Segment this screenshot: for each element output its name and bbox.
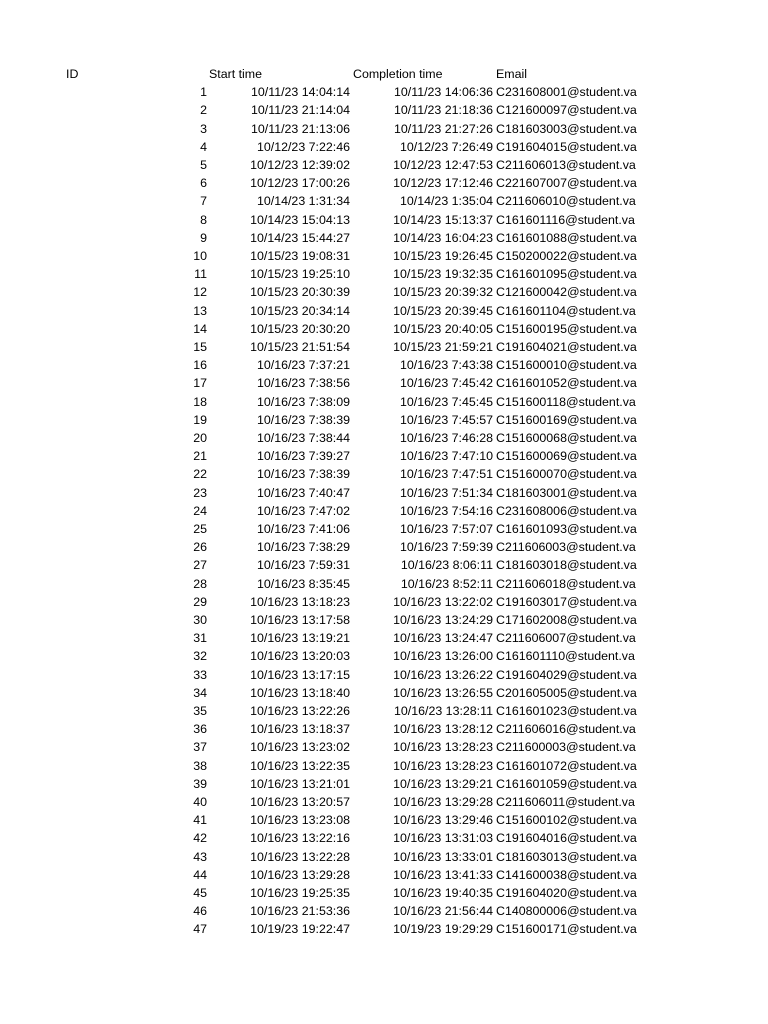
table-row: [0, 120, 768, 138]
cell-start-time: 10/16/23 13:21:01: [250, 776, 350, 791]
cell-id: 3: [200, 121, 207, 136]
cell-email: C211606016@student.va: [496, 722, 636, 737]
cell-email: C201605005@student.va: [496, 685, 637, 700]
table-row: [0, 156, 768, 174]
cell-email: C231608006@student.va: [496, 503, 637, 518]
cell-start-time: 10/16/23 13:22:16: [250, 831, 350, 846]
cell-id: 38: [193, 758, 207, 773]
table-row: [0, 447, 768, 465]
cell-id: 17: [193, 376, 207, 391]
cell-email: C161601093@student.va: [496, 522, 637, 536]
table-row: [0, 775, 768, 793]
cell-completion-time: 10/16/23 7:51:34: [399, 485, 493, 500]
cell-id: 47: [193, 922, 207, 937]
cell-email: C151600171@student.va: [496, 922, 637, 937]
cell-completion-time: 10/16/23 13:29:46: [393, 813, 493, 828]
table-row: [0, 811, 768, 829]
cell-email: C191604016@student.va: [496, 831, 637, 846]
table-row: [0, 902, 768, 920]
table-row: [0, 174, 768, 192]
table-row: [0, 647, 768, 665]
cell-start-time: 10/11/23 21:14:04: [251, 103, 350, 118]
table-row: [0, 83, 768, 101]
cell-completion-time: 10/15/23 19:32:35: [393, 267, 493, 282]
cell-email: C121600097@student.va: [496, 103, 637, 118]
cell-id: 14: [193, 321, 207, 336]
cell-email: C211606007@student.va: [496, 631, 636, 646]
cell-start-time: 10/12/23 12:39:02: [250, 158, 350, 172]
cell-id: 20: [193, 431, 207, 445]
cell-email: C211606018@student.va: [496, 576, 636, 591]
cell-email: C151600070@student.va: [496, 467, 637, 482]
table-row: [0, 848, 768, 866]
cell-start-time: 10/16/23 7:40:47: [256, 485, 350, 500]
table-row: [0, 629, 768, 647]
cell-email: C211606003@student.va: [496, 540, 636, 555]
cell-id: 40: [193, 795, 207, 809]
cell-start-time: 10/11/23 14:04:14: [251, 85, 350, 100]
cell-email: C181603001@student.va: [496, 485, 637, 500]
cell-start-time: 10/11/23 21:13:06: [251, 121, 350, 136]
cell-email: C211606010@student.va: [496, 194, 636, 209]
cell-id: 44: [193, 867, 207, 882]
table-row: [0, 356, 768, 374]
cell-start-time: 10/19/23 19:22:47: [250, 922, 350, 937]
cell-id: 23: [193, 485, 207, 500]
cell-id: 42: [193, 831, 207, 846]
cell-id: 37: [193, 740, 207, 755]
cell-email: C161601088@student.va: [496, 230, 637, 245]
cell-start-time: 10/16/23 13:22:28: [250, 849, 350, 864]
cell-email: C151600102@student.va: [496, 813, 637, 828]
cell-completion-time: 10/16/23 7:54:16: [399, 503, 493, 518]
table-row: [0, 265, 768, 283]
cell-id: 22: [193, 467, 207, 482]
cell-email: C150200022@student.va: [496, 249, 637, 263]
cell-start-time: 10/16/23 13:18:40: [250, 685, 350, 700]
table-row: [0, 302, 768, 320]
cell-id: 30: [193, 613, 207, 627]
cell-completion-time: 10/12/23 17:12:46: [393, 176, 493, 191]
cell-completion-time: 10/16/23 7:59:39: [399, 540, 493, 555]
cell-id: 45: [193, 886, 207, 900]
cell-id: 29: [193, 594, 207, 609]
table-row: [0, 484, 768, 502]
cell-completion-time: 10/16/23 7:46:28: [399, 431, 493, 445]
cell-email: C191603017@student.va: [496, 594, 637, 609]
cell-completion-time: 10/12/23 7:26:49: [399, 139, 493, 154]
cell-id: 39: [193, 776, 207, 791]
cell-start-time: 10/16/23 7:38:56: [256, 376, 350, 391]
table-row: [0, 283, 768, 301]
cell-start-time: 10/12/23 7:22:46: [256, 139, 350, 154]
cell-start-time: 10/16/23 7:38:44: [256, 431, 350, 445]
table-row: [0, 575, 768, 593]
table-row: [0, 684, 768, 702]
cell-completion-time: 10/16/23 13:22:02: [393, 594, 493, 609]
table-row: [0, 192, 768, 210]
cell-id: 34: [193, 685, 207, 700]
cell-email: C191604029@student.va: [496, 667, 637, 682]
cell-completion-time: 10/16/23 13:28:12: [393, 722, 493, 737]
cell-completion-time: 10/16/23 13:26:55: [393, 685, 493, 700]
cell-start-time: 10/16/23 13:19:21: [250, 631, 350, 646]
cell-start-time: 10/16/23 13:29:28: [250, 867, 350, 882]
cell-completion-time: 10/11/23 21:18:36: [394, 103, 493, 118]
cell-id: 35: [193, 704, 207, 718]
cell-id: 7: [200, 194, 207, 209]
table-row: [0, 920, 768, 938]
cell-start-time: 10/14/23 15:04:13: [250, 212, 350, 227]
cell-start-time: 10/15/23 21:51:54: [250, 340, 350, 354]
cell-id: 43: [193, 849, 207, 864]
cell-start-time: 10/16/23 7:38:39: [256, 412, 350, 427]
cell-start-time: 10/16/23 7:38:09: [256, 394, 350, 409]
cell-completion-time: 10/14/23 16:04:23: [393, 230, 493, 245]
cell-email: C161601059@student.va: [496, 776, 637, 791]
cell-completion-time: 10/16/23 7:45:42: [399, 376, 493, 391]
cell-start-time: 10/12/23 17:00:26: [250, 176, 350, 191]
cell-id: 12: [193, 285, 207, 300]
cell-id: 6: [200, 176, 207, 191]
cell-start-time: 10/16/23 13:20:57: [250, 795, 350, 809]
table-row: [0, 429, 768, 447]
cell-completion-time: 10/16/23 21:56:44: [393, 904, 493, 919]
table-row: [0, 101, 768, 119]
cell-completion-time: 10/11/23 14:06:36: [394, 85, 493, 100]
table-row: [0, 702, 768, 720]
cell-start-time: 10/16/23 7:47:02: [256, 503, 350, 518]
cell-id: 8: [200, 212, 207, 227]
table-row: [0, 411, 768, 429]
header-start-time: Start time: [209, 67, 263, 81]
header-row: [0, 65, 768, 83]
cell-completion-time: 10/19/23 19:29:29: [393, 922, 493, 937]
cell-completion-time: 10/15/23 20:39:45: [393, 303, 493, 318]
cell-id: 11: [194, 267, 207, 282]
cell-start-time: 10/15/23 20:30:20: [250, 321, 350, 336]
cell-email: C140800006@student.va: [496, 904, 637, 919]
cell-start-time: 10/15/23 20:34:14: [250, 303, 350, 318]
cell-email: C161601023@student.va: [496, 704, 637, 718]
table-row: [0, 757, 768, 775]
table-row: [0, 793, 768, 811]
cell-id: 16: [193, 358, 207, 373]
cell-start-time: 10/16/23 7:38:39: [256, 467, 350, 482]
cell-start-time: 10/14/23 1:31:34: [256, 194, 350, 209]
cell-id: 33: [193, 667, 207, 682]
cell-id: 2: [200, 103, 207, 118]
cell-start-time: 10/16/23 13:18:23: [250, 594, 350, 609]
table-row: [0, 611, 768, 629]
cell-email: C161601072@student.va: [496, 758, 637, 773]
cell-id: 21: [193, 449, 207, 464]
table-row: [0, 138, 768, 156]
cell-email: C161601104@student.va: [496, 303, 636, 318]
cell-completion-time: 10/16/23 13:26:22: [393, 667, 493, 682]
cell-id: 25: [193, 522, 207, 536]
cell-start-time: 10/16/23 13:22:26: [250, 704, 350, 718]
cell-start-time: 10/16/23 7:37:21: [256, 358, 350, 373]
cell-id: 32: [193, 649, 207, 664]
cell-start-time: 10/16/23 13:17:15: [250, 667, 350, 682]
table-row: [0, 229, 768, 247]
table-row: [0, 338, 768, 356]
cell-id: 26: [193, 540, 207, 555]
cell-email: C171602008@student.va: [496, 613, 637, 627]
cell-email: C151600069@student.va: [496, 449, 637, 464]
cell-email: C141600038@student.va: [496, 867, 637, 882]
table-row: [0, 666, 768, 684]
cell-id: 18: [193, 394, 207, 409]
cell-completion-time: 10/16/23 7:45:45: [399, 394, 493, 409]
cell-id: 28: [193, 576, 207, 591]
header-completion-time: Completion time: [353, 67, 443, 81]
cell-completion-time: 10/16/23 8:06:11: [400, 558, 493, 573]
table-row: [0, 211, 768, 229]
cell-completion-time: 10/15/23 21:59:21: [393, 340, 493, 354]
cell-completion-time: 10/15/23 20:39:32: [393, 285, 493, 300]
cell-id: 1: [200, 85, 207, 100]
table-row: [0, 556, 768, 574]
cell-completion-time: 10/16/23 13:24:47: [393, 631, 493, 646]
cell-id: 13: [193, 303, 207, 318]
cell-email: C221607007@student.va: [496, 176, 637, 191]
cell-email: C151600068@student.va: [496, 431, 637, 445]
cell-id: 9: [200, 230, 207, 245]
cell-completion-time: 10/16/23 13:28:23: [393, 740, 493, 755]
cell-completion-time: 10/16/23 13:29:28: [393, 795, 493, 809]
table-row: [0, 829, 768, 847]
cell-completion-time: 10/16/23 13:31:03: [393, 831, 493, 846]
cell-email: C121600042@student.va: [496, 285, 637, 300]
cell-completion-time: 10/16/23 8:52:11: [400, 576, 493, 591]
cell-id: 4: [200, 139, 207, 154]
table-row: [0, 720, 768, 738]
cell-start-time: 10/15/23 19:08:31: [250, 249, 350, 263]
cell-start-time: 10/15/23 19:25:10: [250, 267, 350, 282]
cell-completion-time: 10/16/23 13:29:21: [393, 776, 493, 791]
cell-completion-time: 10/15/23 19:26:45: [393, 249, 493, 263]
cell-start-time: 10/16/23 19:25:35: [250, 886, 350, 900]
cell-email: C161601110@student.va: [496, 649, 635, 664]
table-row: [0, 593, 768, 611]
cell-email: C161601052@student.va: [496, 376, 637, 391]
cell-email: C191604020@student.va: [496, 886, 637, 900]
cell-start-time: 10/16/23 13:17:58: [250, 613, 350, 627]
table-row: [0, 738, 768, 756]
cell-start-time: 10/15/23 20:30:39: [250, 285, 350, 300]
cell-id: 27: [193, 558, 207, 573]
cell-completion-time: 10/12/23 12:47:53: [393, 158, 493, 172]
cell-completion-time: 10/16/23 7:45:57: [399, 412, 493, 427]
header-email: Email: [496, 67, 527, 81]
cell-completion-time: 10/16/23 13:26:00: [393, 649, 493, 664]
cell-completion-time: 10/16/23 13:24:29: [393, 613, 493, 627]
cell-email: C181603018@student.va: [496, 558, 637, 573]
cell-start-time: 10/16/23 13:18:37: [250, 722, 350, 737]
cell-email: C151600010@student.va: [496, 358, 637, 373]
table-row: [0, 520, 768, 538]
table-row: [0, 320, 768, 338]
cell-start-time: 10/16/23 13:22:35: [250, 758, 350, 773]
cell-email: C161601095@student.va: [496, 267, 637, 282]
cell-completion-time: 10/11/23 21:27:26: [394, 121, 493, 136]
cell-email: C191604015@student.va: [496, 139, 637, 154]
cell-start-time: 10/16/23 7:39:27: [256, 449, 350, 464]
table-row: [0, 393, 768, 411]
cell-completion-time: 10/16/23 13:33:01: [393, 849, 493, 864]
cell-completion-time: 10/14/23 15:13:37: [393, 212, 493, 227]
cell-id: 24: [193, 503, 207, 518]
table-row: [0, 502, 768, 520]
cell-completion-time: 10/16/23 7:47:10: [399, 449, 493, 464]
cell-email: C151600195@student.va: [496, 321, 637, 336]
cell-completion-time: 10/16/23 13:41:33: [393, 867, 493, 882]
table-row: [0, 465, 768, 483]
cell-start-time: 10/16/23 8:35:45: [256, 576, 350, 591]
cell-completion-time: 10/16/23 7:43:38: [399, 358, 493, 373]
cell-email: C151600169@student.va: [496, 412, 637, 427]
cell-email: C181603013@student.va: [496, 849, 637, 864]
cell-email: C211600003@student.va: [496, 740, 636, 755]
table-row: [0, 884, 768, 902]
cell-completion-time: 10/14/23 1:35:04: [399, 194, 493, 209]
cell-completion-time: 10/15/23 20:40:05: [393, 321, 493, 336]
cell-completion-time: 10/16/23 13:28:11: [394, 704, 493, 718]
cell-email: C231608001@student.va: [496, 85, 637, 100]
header-id: ID: [66, 67, 79, 81]
cell-start-time: 10/14/23 15:44:27: [250, 230, 350, 245]
cell-start-time: 10/16/23 7:41:06: [256, 522, 350, 536]
cell-completion-time: 10/16/23 19:40:35: [393, 886, 493, 900]
table-row: [0, 866, 768, 884]
cell-email: C151600118@student.va: [496, 394, 636, 409]
table-row: [0, 374, 768, 392]
cell-id: 15: [193, 340, 207, 354]
cell-start-time: 10/16/23 21:53:36: [250, 904, 350, 919]
cell-start-time: 10/16/23 13:20:03: [250, 649, 350, 664]
cell-start-time: 10/16/23 13:23:02: [250, 740, 350, 755]
cell-completion-time: 10/16/23 7:47:51: [399, 467, 493, 482]
cell-completion-time: 10/16/23 7:57:07: [399, 522, 493, 536]
cell-id: 5: [200, 158, 207, 172]
cell-email: C161601116@student.va: [496, 212, 635, 227]
cell-start-time: 10/16/23 7:59:31: [256, 558, 350, 573]
cell-email: C191604021@student.va: [496, 340, 637, 354]
cell-email: C211606011@student.va: [496, 795, 635, 809]
cell-completion-time: 10/16/23 13:28:23: [393, 758, 493, 773]
cell-id: 31: [193, 631, 207, 646]
cell-id: 41: [193, 813, 207, 828]
cell-id: 10: [193, 249, 207, 263]
table-row: [0, 538, 768, 556]
cell-email: C181603003@student.va: [496, 121, 637, 136]
cell-id: 19: [193, 412, 207, 427]
cell-start-time: 10/16/23 7:38:29: [256, 540, 350, 555]
cell-id: 46: [193, 904, 207, 919]
cell-start-time: 10/16/23 13:23:08: [250, 813, 350, 828]
table-row: [0, 247, 768, 265]
cell-id: 36: [193, 722, 207, 737]
cell-email: C211606013@student.va: [496, 158, 636, 172]
